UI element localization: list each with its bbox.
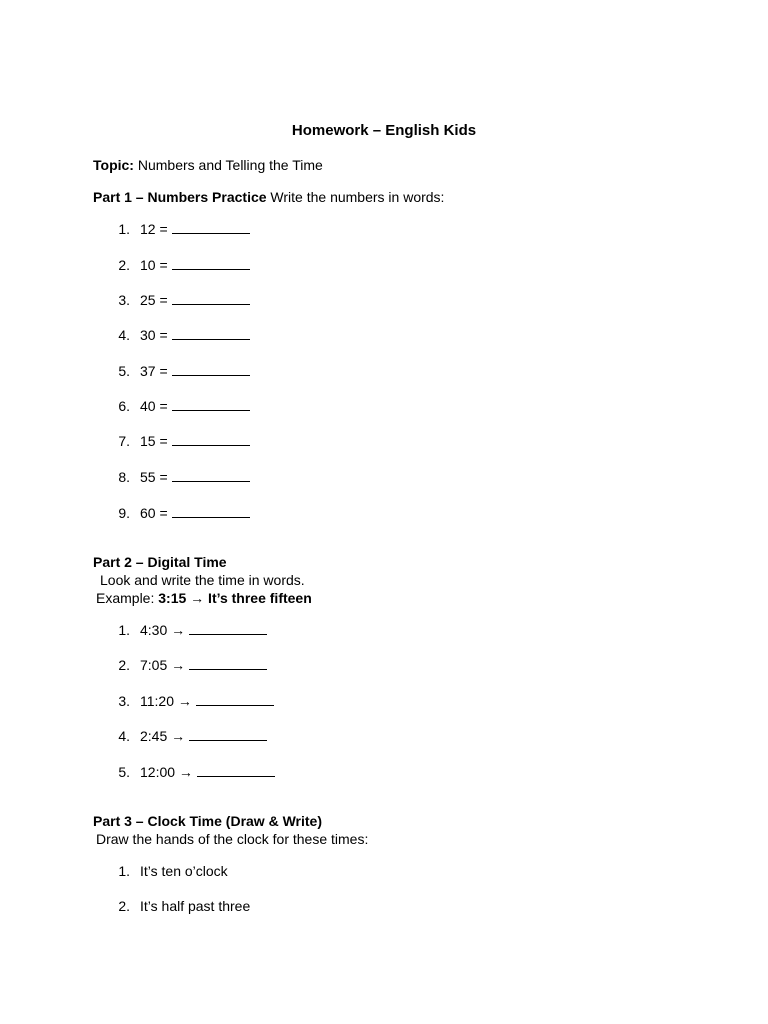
item-text: 37 = [140, 363, 168, 379]
part2-example [96, 589, 312, 607]
list-item [93, 432, 493, 450]
item-text: 55 = [140, 469, 168, 485]
item-text: 15 = [140, 433, 168, 449]
item-number: 4. [118, 728, 130, 744]
item-text: 10 = [140, 257, 168, 273]
list-item [93, 397, 493, 415]
item-text: 4:30 → [140, 622, 186, 638]
list-item [93, 362, 493, 380]
topic-label: Topic: [93, 157, 134, 173]
answer-blank[interactable] [189, 728, 267, 741]
answer-blank[interactable] [172, 363, 250, 376]
answer-blank[interactable] [172, 398, 250, 411]
list-item [93, 727, 493, 745]
page-title: Homework – English Kids [291, 122, 477, 139]
item-number: 9. [118, 505, 130, 521]
item-number: 3. [118, 292, 130, 308]
item-text: 11:20 → [140, 693, 192, 709]
example-value: 3:15 → It’s three fifteen [158, 590, 312, 606]
item-number: 1. [118, 221, 130, 237]
answer-blank[interactable] [172, 292, 250, 305]
answer-blank[interactable] [172, 221, 250, 234]
part3-heading: Part 3 – Clock Time (Draw & Write) [93, 813, 322, 829]
topic-line [93, 156, 323, 174]
item-number: 4. [118, 327, 130, 343]
answer-blank[interactable] [172, 257, 250, 270]
list-item [93, 621, 493, 639]
list-item [93, 692, 493, 710]
item-number: 2. [118, 257, 130, 273]
part3-instruction: Draw the hands of the clock for these times: [96, 831, 369, 847]
part1-header [93, 188, 444, 206]
list-item [93, 220, 493, 238]
list-item [93, 504, 493, 522]
item-text: It’s ten o’clock [140, 863, 228, 879]
item-number: 6. [118, 398, 130, 414]
list-item [93, 326, 493, 344]
item-text: 30 = [140, 327, 168, 343]
answer-blank[interactable] [172, 469, 250, 482]
list-item [93, 656, 493, 674]
topic-text: Numbers and Telling the Time [137, 157, 323, 173]
item-number: 5. [118, 363, 130, 379]
item-number: 5. [118, 764, 130, 780]
part2-heading: Part 2 – Digital Time [93, 554, 227, 570]
item-number: 2. [118, 898, 130, 914]
list-item [93, 291, 493, 309]
example-label: Example: [96, 590, 155, 606]
item-text: 25 = [140, 292, 168, 308]
list-item [93, 897, 493, 915]
list-item [93, 468, 493, 486]
item-text: 60 = [140, 505, 168, 521]
answer-blank[interactable] [196, 693, 274, 706]
item-number: 1. [118, 863, 130, 879]
item-number: 2. [118, 657, 130, 673]
answer-blank[interactable] [197, 764, 275, 777]
part1-heading: Part 1 – Numbers Practice [93, 189, 267, 205]
list-item [93, 763, 493, 781]
item-number: 8. [118, 469, 130, 485]
answer-blank[interactable] [172, 327, 250, 340]
answer-blank[interactable] [189, 622, 267, 635]
item-number: 1. [118, 622, 130, 638]
item-text: 40 = [140, 398, 168, 414]
answer-blank[interactable] [172, 505, 250, 518]
item-text: 2:45 → [140, 728, 186, 744]
part2-instruction: Look and write the time in words. [100, 572, 305, 588]
item-text: 12 = [140, 221, 168, 237]
item-number: 7. [118, 433, 130, 449]
answer-blank[interactable] [172, 433, 250, 446]
part1-instruction: Write the numbers in words: [270, 189, 445, 205]
list-item [93, 256, 493, 274]
item-text: It’s half past three [140, 898, 251, 914]
item-number: 3. [118, 693, 130, 709]
list-item [93, 862, 493, 880]
answer-blank[interactable] [189, 657, 267, 670]
item-text: 7:05 → [140, 657, 186, 673]
item-text: 12:00 → [140, 764, 193, 780]
